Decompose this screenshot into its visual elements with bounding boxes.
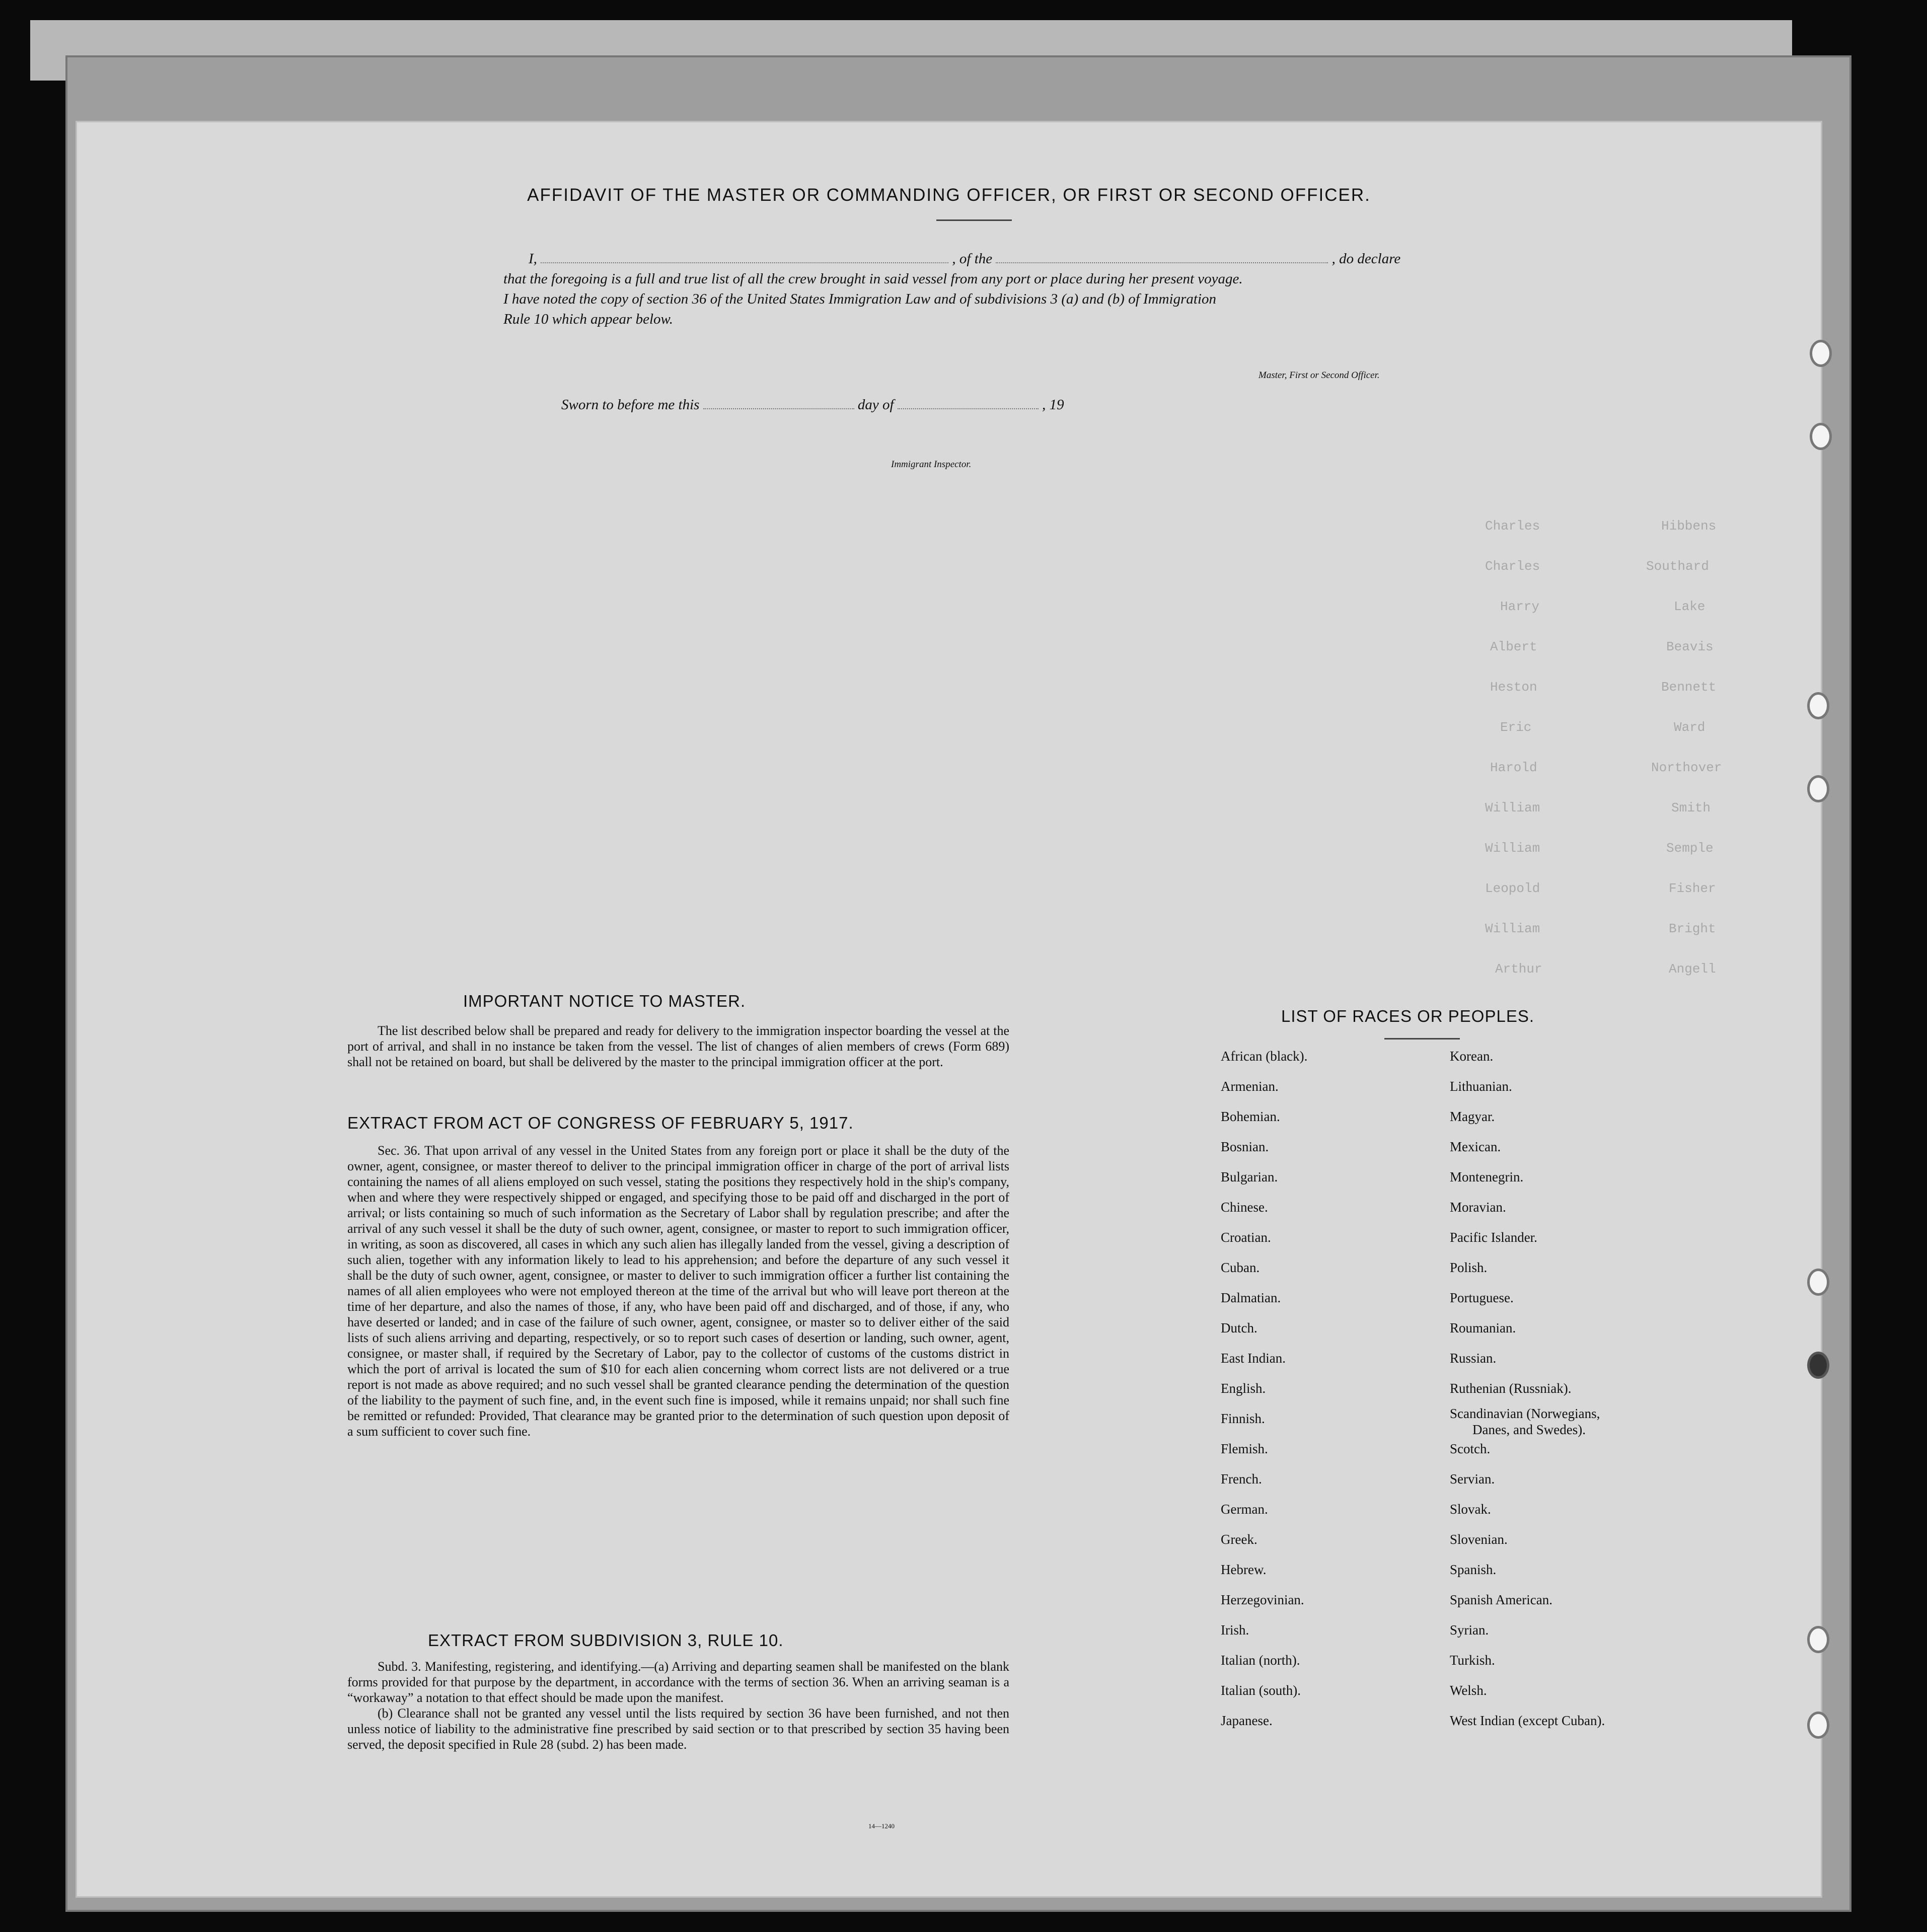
race-item: Bulgarian. [1221,1169,1278,1184]
ghost-name: Ward [1674,720,1706,735]
affidavit-declare: , do declare [1331,251,1401,267]
race-item: Bosnian. [1221,1139,1269,1154]
race-item: Bohemian. [1221,1109,1280,1124]
ghost-name: Southard [1646,559,1709,574]
races-title: LIST OF RACES OR PEOPLES. [1281,1007,1535,1025]
ghost-name: Angell [1669,961,1716,977]
act-text [347,1143,1009,1439]
race-item: Slovenian. [1450,1532,1508,1547]
ghost-name: Beavis [1666,639,1714,654]
notice-text [347,1023,1009,1070]
race-item: Finnish. [1221,1411,1265,1426]
race-item: Armenian. [1221,1079,1279,1094]
race-item: Slovak. [1450,1502,1491,1517]
rule10-text [347,1659,1009,1752]
race-item: Scotch. [1450,1441,1491,1456]
ghost-given-name: William [1485,841,1540,856]
ghost-given-name: Harry [1500,599,1540,614]
race-item: Hebrew. [1221,1562,1267,1577]
binder-hole [1810,340,1832,367]
ghost-name: Bright [1669,921,1716,936]
ghost-name: Bennett [1661,680,1717,695]
binder-hole [1807,1626,1829,1653]
race-item: Roumanian. [1450,1320,1516,1335]
race-item: English. [1221,1381,1266,1396]
inspector-label: Immigrant Inspector. [891,459,972,470]
race-item: Pacific Islander. [1450,1230,1537,1245]
races-title-rule [1384,1038,1460,1039]
race-item: East Indian. [1221,1351,1286,1366]
document-page [76,121,1822,1898]
ghost-given-name: Charles [1485,518,1540,534]
ghost-name: Hibbens [1661,518,1717,534]
race-item: Cuban. [1221,1260,1260,1275]
race-item: Moravian. [1450,1200,1506,1215]
ghost-given-name: William [1485,921,1540,936]
race-item: French. [1221,1471,1262,1487]
race-item: Mexican. [1450,1139,1501,1154]
race-item: Korean. [1450,1049,1494,1064]
race-item: Russian. [1450,1351,1497,1366]
race-item: Ruthenian (Russniak). [1450,1381,1572,1396]
race-item: Spanish American. [1450,1592,1552,1607]
race-item: Irish. [1221,1622,1249,1638]
ghost-name: Semple [1666,841,1714,856]
affidavit-of-the: , of the [952,251,993,267]
ghost-name: Smith [1671,800,1711,815]
race-item: Croatian. [1221,1230,1271,1245]
day-blank [703,408,854,409]
race-item: Japanese. [1221,1713,1273,1728]
race-item: Italian (north). [1221,1653,1300,1668]
notice-title: IMPORTANT NOTICE TO MASTER. [463,992,746,1010]
race-item: Spanish. [1450,1562,1497,1577]
binder-hole [1807,1712,1829,1739]
binder-hole [1807,1269,1829,1296]
name-blank [541,262,948,263]
affidavit-line-4: Rule 10 which appear below. [503,311,673,327]
race-item: Flemish. [1221,1441,1268,1456]
race-item: Lithuanian. [1450,1079,1512,1094]
ghost-given-name: Albert [1490,639,1537,654]
binder-hole [1807,775,1829,802]
ghost-given-name: Heston [1490,680,1537,695]
race-item: Dalmatian. [1221,1290,1281,1305]
rule10-paragraph-a: Subd. 3. Manifesting, registering, and identifying.—(a) Arriving and departing seamen shall be manifested on the blank forms provided for that purpose by the department, in accordance with the terms of section 36. When an arriving seaman is a “workaway” a notation to that effect should be made upon the manifest. [347,1659,1009,1705]
race-item: Herzegovinian. [1221,1592,1304,1607]
affidavit-title: AFFIDAVIT OF THE MASTER OR COMMANDING OFFICER, OR FIRST OR SECOND OFFICER. [527,185,1371,205]
race-item: Portuguese. [1450,1290,1514,1305]
act-title: EXTRACT FROM ACT OF CONGRESS OF FEBRUARY 5, 1917. [347,1113,854,1132]
ghost-name: Northover [1651,760,1722,775]
binder-hole [1810,423,1832,450]
title-rule [936,219,1012,221]
act-paragraph: Sec. 36. That upon arrival of any vessel in the United States from any foreign port or place it shall be the duty of the owner, agent, consignee, or master thereof to deliver to the principal immigration officer in charge of the port of arrival lists containing the names of all aliens employed on such vessel, stating the positions they respectively hold in the ship's company, when and where they were respectively shipped or engaged, and specifying those to be paid off and discharged in the port of arrival; or lists containing so much of such information as the Secretary of Labor shall by regulation prescribe; and after the arrival of any such vessel it shall be the duty of such owner, agent, consignee, or master to report to such immigration officer, in writing, as soon as discovered, all cases in which any such alien has illegally landed from the vessel, giving a description of such alien, together with any information likely to lead to his apprehension; and before the departure of any such vessel it shall be the duty of such owner, agent, consignee, or master to deliver to such immigration officer a further list containing the names of all alien employees who were not employed thereon at the time of the arrival but who will leave port thereon at the time of her departure, and also the names of those, if any, who have been paid off and discharged, and of those, if any, who have deserted or landed; and in case of the failure of such owner, agent, consignee, or master so to deliver either of the said lists of such aliens arriving and departing, respectively, or so to report such cases of desertion or landing, such owner, agent, consignee, or master shall, if required by the Secretary of Labor, pay to the collector of customs of the customs district in which the port of arrival is located the sum of $10 for each alien concerning whom correct lists are not delivered or a true report is not made as above required; and no such vessel shall be granted clearance pending the determination of the question of the liability to the payment of such fine, and, in the event such fine is imposed, while it remains unpaid; nor shall such fine be remitted or refunded: Provided, That clearance may be granted prior to the determination of such question upon deposit of a sum sufficient to cover such fine. [347,1143,1009,1439]
race-item: Polish. [1450,1260,1488,1275]
binder-hole [1807,1352,1829,1379]
ghost-given-name: Arthur [1495,961,1542,977]
race-item: German. [1221,1502,1268,1517]
race-item: Magyar. [1450,1109,1495,1124]
race-item: Syrian. [1450,1622,1489,1638]
ghost-given-name: Harold [1490,760,1537,775]
race-item: Servian. [1450,1471,1495,1487]
race-item: Turkish. [1450,1653,1495,1668]
affidavit-line-3: I have noted the copy of section 36 of the United States Immigration Law and of subdivisions 3 (a) and (b) of Immigration [503,291,1217,307]
ghost-given-name: Eric [1500,720,1532,735]
vessel-blank [996,262,1328,263]
race-item: Montenegrin. [1450,1169,1524,1184]
race-item: West Indian (except Cuban). [1450,1713,1605,1728]
form-number: 14—1240 [868,1822,895,1830]
ghost-given-name: Charles [1485,559,1540,574]
race-item-continued: Danes, and Swedes). [1472,1422,1586,1437]
sworn-year: , 19 [1042,397,1064,413]
ghost-name: Lake [1674,599,1706,614]
rule10-paragraph-b: (b) Clearance shall not be granted any vessel until the lists required by section 36 have been furnished, and not then unless notice of liability to the administrative fine prescribed by said section or to that prescribed by section 35 having been served, the deposit specified in Rule 28 (subd. 2) has been made. [347,1706,1009,1752]
affidavit-line-2: that the foregoing is a full and true list of all the crew brought in said vessel from any port or place during her present voyage. [503,271,1243,287]
affidavit-i: I, [529,251,537,267]
ghost-given-name: William [1485,800,1540,815]
affidavit-line-1 [529,251,1400,267]
binder-hole [1807,692,1829,719]
race-item: Scandinavian (Norwegians, [1450,1406,1600,1421]
race-item: Greek. [1221,1532,1257,1547]
rule10-title: EXTRACT FROM SUBDIVISION 3, RULE 10. [428,1631,784,1650]
signature-label: Master, First or Second Officer. [1258,370,1380,381]
sworn-day-of: day of [857,397,894,413]
race-item: Welsh. [1450,1683,1487,1698]
notice-paragraph: The list described below shall be prepared and ready for delivery to the immigration inspector boarding the vessel at the port of arrival, and shall in no instance be taken from the vessel. The list of changes of alien members of crews (Form 689) shall not be retained on board, but shall be delivered by the master to the principal immigration officer at the port. [347,1023,1009,1069]
race-item: Chinese. [1221,1200,1268,1215]
sworn-prefix: Sworn to before me this [561,397,700,413]
race-item: Dutch. [1221,1320,1257,1335]
race-item: Italian (south). [1221,1683,1301,1698]
race-item: African (black). [1221,1049,1308,1064]
ghost-name: Fisher [1669,881,1716,896]
sworn-line [561,397,1064,413]
month-blank [898,408,1039,409]
ghost-given-name: Leopold [1485,881,1540,896]
